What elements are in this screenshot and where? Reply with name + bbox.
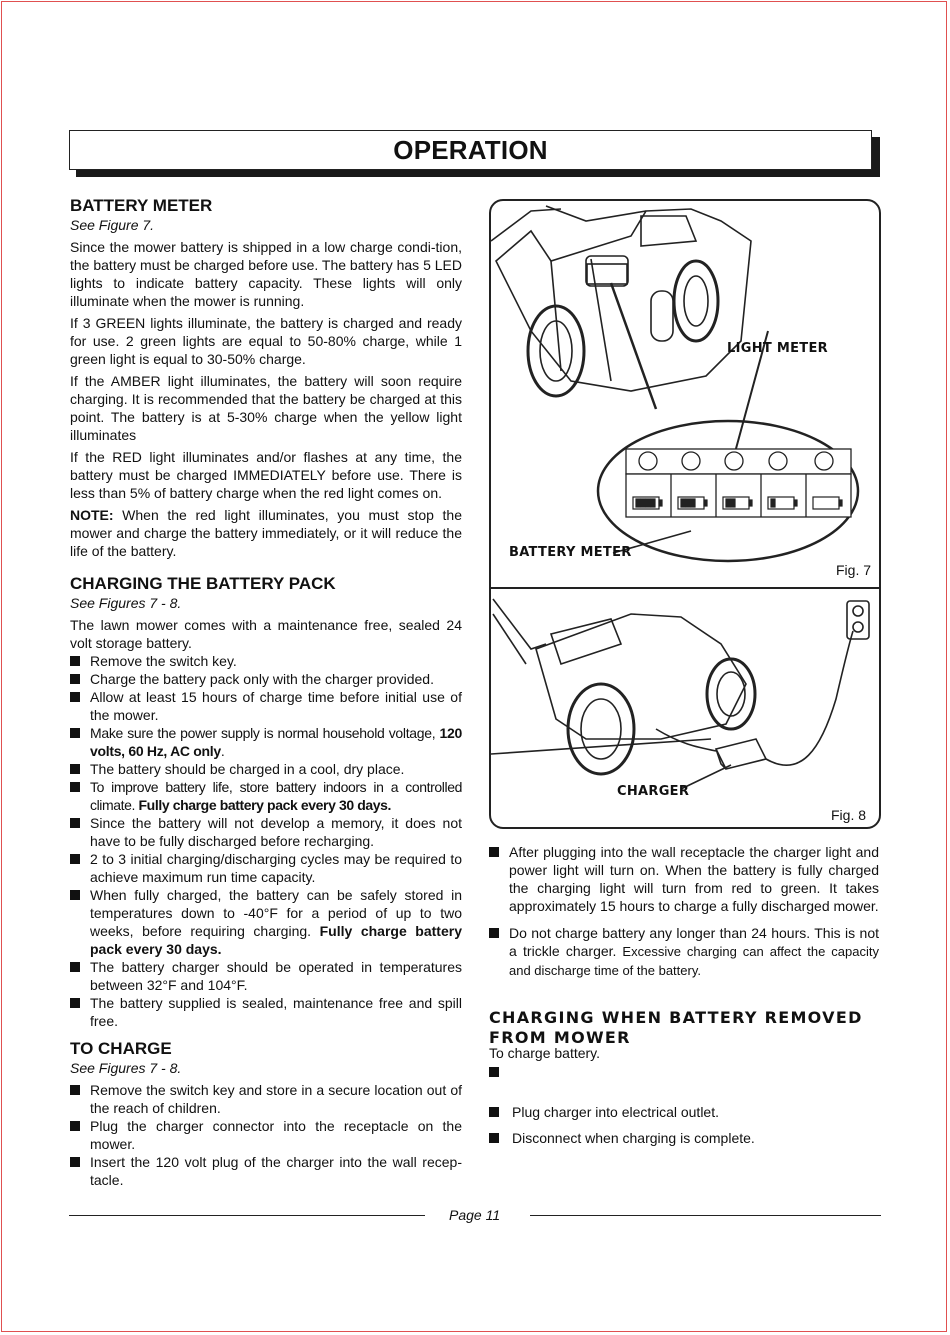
battery-meter-para-4: If the RED light illuminates and/or flashes at any time, the battery must be charged IMMEDIATELY before use. There is less than 5% of battery charge when the red light comes on. [70, 449, 462, 501]
bullet-square-icon [489, 1133, 499, 1143]
page-number: Page 11 [449, 1207, 501, 1223]
right-bullet-list [489, 843, 879, 915]
left-column [70, 195, 462, 1193]
figure-7-illustration [491, 201, 879, 587]
list-item: Insert the 120 volt plug of the charger into the wall recep-tacle. [70, 1153, 462, 1189]
battery-meter-see: See Figure 7. [70, 217, 155, 233]
removed-list [489, 1103, 879, 1121]
list-item: Since the battery will not develop a memory, it does not have to be fully discharged before recharging. [70, 814, 462, 850]
bullet-square-icon [70, 728, 80, 738]
list-item: Plug charger into electrical outlet. [489, 1103, 879, 1121]
empty-bullet [489, 1061, 879, 1083]
footer-rule-right [530, 1215, 881, 1216]
bullet-square-icon [70, 854, 80, 864]
bullet-square-icon [70, 782, 80, 792]
battery-meter-heading: BATTERY METER [70, 196, 213, 215]
bullet-square-icon [489, 1107, 499, 1117]
to-charge-heading: TO CHARGE [70, 1039, 172, 1058]
note-label: NOTE: [70, 507, 114, 523]
list-item: Plug the charger connector into the receptacle on the mower. [70, 1117, 462, 1153]
battery-meter-note [70, 506, 462, 560]
bullet-square-icon [70, 890, 80, 900]
list-item: Charge the battery pack only with the charger provided. [70, 670, 462, 688]
bullet-square-icon [70, 1085, 80, 1095]
bullet-square-icon [70, 764, 80, 774]
list-item: Remove the switch key. [70, 652, 462, 670]
light-meter-label: LIGHT METER [727, 341, 828, 356]
battery-meter-para-3: If the AMBER light illuminates, the battery will soon require charging. It is recommended that the battery be charged at this point. The battery is at 5-30% charge when the yellow light illuminates [70, 373, 462, 443]
list-item: Make sure the power supply is normal household voltage, 120 volts, 60 Hz, AC only. [70, 724, 462, 760]
right-bullet-list-2 [489, 924, 879, 980]
list-item: After plugging into the wall receptacle the charger light and power light will turn on. When the battery is fully charged the charging light will turn from red to green. It takes approximately 15 hours to charge a fully discharged mower. [489, 843, 879, 915]
list-item: The battery charger should be operated in temperatures between 32°F and 104°F. [70, 958, 462, 994]
bullet-square-icon [70, 674, 80, 684]
charger-label: CHARGER [617, 784, 690, 799]
page-title: OPERATION [69, 130, 872, 170]
charging-pack-intro: The lawn mower comes with a maintenance free, sealed 24 volt storage battery. [70, 617, 462, 651]
list-item: Remove the switch key and store in a secure location out of the reach of children. [70, 1081, 462, 1117]
bullet-square-icon [70, 1121, 80, 1131]
to-charge-list [70, 1081, 462, 1189]
removed-heading-line-2: FROM MOWER [489, 1028, 631, 1047]
battery-meter-para-2: If 3 GREEN lights illuminate, the battery is charged and ready for use. 2 green lights are equal to 50-80% charge, while 1 green light is equal to 30-50% charge. [70, 315, 462, 367]
removed-list-2 [489, 1129, 879, 1147]
list-item: When fully charged, the battery can be safely stored in temperatures down to -40°F for a period of up to two weeks, before requiring charging. Fully charge battery pack every 30 days. [70, 886, 462, 958]
bullet-square-icon [489, 847, 499, 857]
list-item: Do not charge battery any longer than 24 hours. This is not a trickle charger. Excessive charging can affect the capacity and discharge time of the battery. [489, 924, 879, 980]
bullet-square-icon [70, 692, 80, 702]
figure-7-caption: Fig. 7 [836, 562, 872, 578]
bullet-square-icon [70, 656, 80, 666]
to-charge-see: See Figures 7 - 8. [70, 1060, 182, 1076]
battery-meter-label: BATTERY METER [509, 545, 632, 560]
bullet-square-icon [70, 962, 80, 972]
battery-meter-para-1: Since the mower battery is shipped in a low charge condi-tion, the battery must be charged before use. The battery has 5 LED lights to indicate battery capacity. These lights will only illuminate when the mower is running. [70, 239, 462, 309]
removed-subtitle: To charge battery. [489, 1045, 601, 1061]
bullet-square-icon [70, 1157, 80, 1167]
charging-pack-heading: CHARGING THE BATTERY PACK [70, 574, 336, 593]
footer-rule-left [69, 1215, 425, 1216]
figure-8-caption: Fig. 8 [831, 807, 867, 823]
list-item: Disconnect when charging is complete. [489, 1129, 879, 1147]
removed-heading-line-1: CHARGING WHEN BATTERY REMOVED [489, 1008, 863, 1027]
list-item: The battery should be charged in a cool, dry place. [70, 760, 462, 778]
bullet-square-icon [70, 818, 80, 828]
bullet-square-icon [489, 1067, 499, 1077]
list-item: 2 to 3 initial charging/discharging cycles may be required to achieve maximum run time capacity. [70, 850, 462, 886]
figure-box [489, 199, 881, 829]
list-item: The battery supplied is sealed, maintenance free and spill free. [70, 994, 462, 1030]
bullet-square-icon [70, 998, 80, 1008]
list-item: Allow at least 15 hours of charge time before initial use of the mower. [70, 688, 462, 724]
charging-pack-list [70, 652, 462, 1030]
bullet-square-icon [489, 928, 499, 938]
list-item: To improve battery life, store battery indoors in a controlled climate. Fully charge battery pack every 30 days. [70, 778, 462, 814]
right-column [489, 843, 879, 1151]
charging-pack-see: See Figures 7 - 8. [70, 595, 182, 611]
note-text: When the red light illuminates, you must stop the mower and charge the battery immediately, or it will reduce the life of the battery. [70, 507, 462, 559]
